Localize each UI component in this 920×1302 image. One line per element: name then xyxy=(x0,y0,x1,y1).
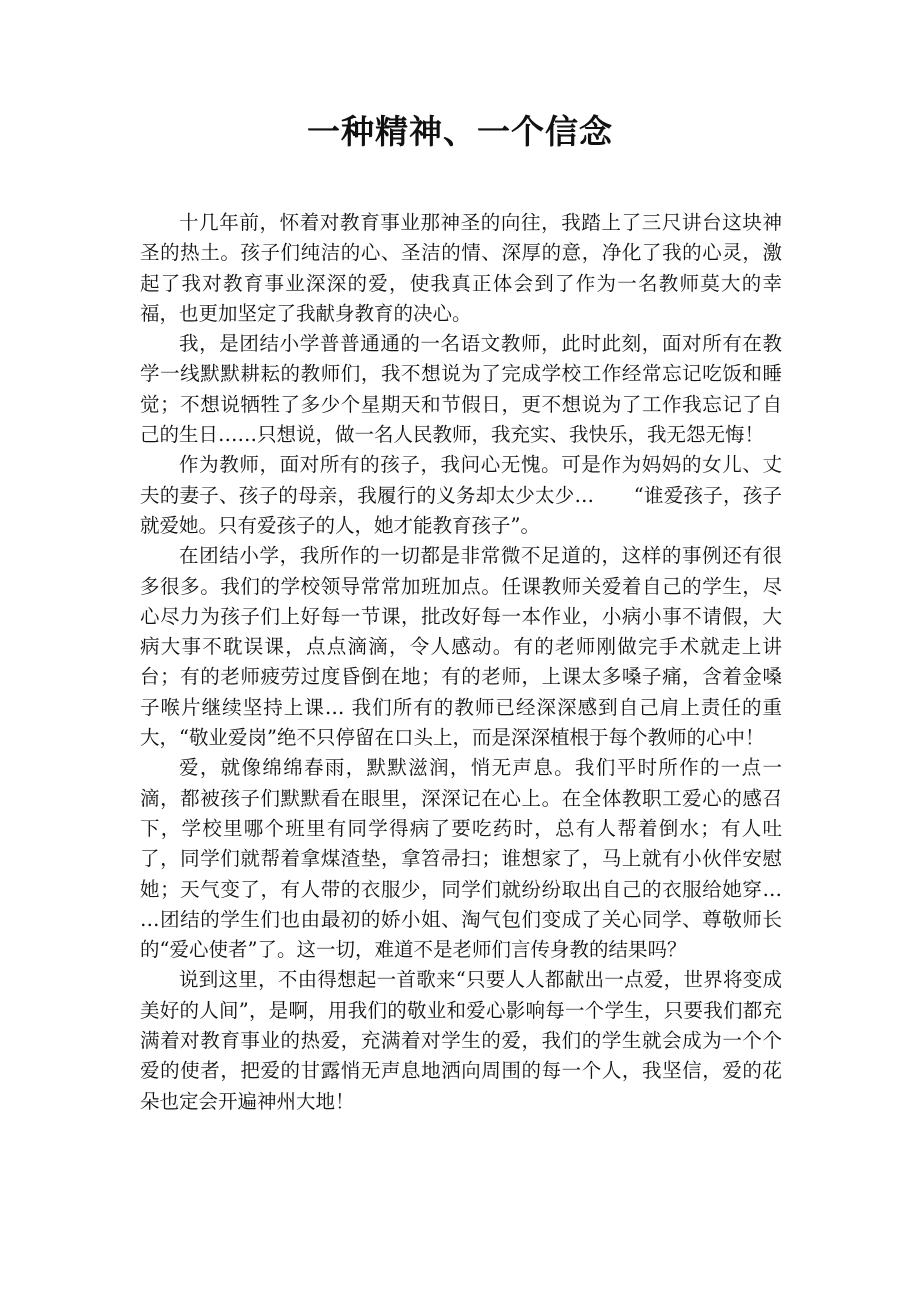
paragraph-5: 爱，就像绵绵春雨，默默滋润，悄无声息。我们平时所作的一点一滴，都被孩子们默默看在眼里，深深记在心上。在全体教职工爱心的感召下，学校里哪个班里有同学得病了要吃药时，总有人帮着倒水；有人吐了，同学们就帮着拿煤渣垫，拿笤帚扫；谁想家了，马上就有小伙伴安慰她；天气变了，有人带的衣服少，同学们就纷纷取出自己的衣服给她穿… …团结的学生们也由最初的娇小姐、淘气包们变成了关心同学、尊敬师长的“爱心使者”了。这一切，难道不是老师们言传身教的结果吗？ xyxy=(140,756,782,962)
document-body xyxy=(140,208,782,1117)
paragraph-6: 说到这里，不由得想起一首歌来“只要人人都献出一点爱，世界将变成美好的人间”，是啊，用我们的敬业和爱心影响每一个学生，只要我们都充满着对教育事业的热爱，充满着对学生的爱，我们的学生就会成为一个个爱的使者，把爱的甘露悄无声息地洒向周围的每一个人，我坚信，爱的花朵也定会开遍神州大地！ xyxy=(140,968,782,1113)
paragraph-2: 我，是团结小学普普通通的一名语文教师，此时此刻，面对所有在教学一线默默耕耘的教师们，我不想说为了完成学校工作经常忘记吃饭和睡觉；不想说牺牲了多少个星期天和节假日，更不想说为了工作我忘记了自己的生日……只想说，做一名人民教师，我充实、我快乐，我无怨无悔！ xyxy=(140,332,782,447)
paragraph-1: 十几年前，怀着对教育事业那神圣的向往，我踏上了三尺讲台这块神圣的热土。孩子们纯洁的心、圣洁的情、深厚的意，净化了我的心灵，激起了我对教育事业深深的爱，使我真正体会到了作为一名教师莫大的幸福，也更加坚定了我献身教育的决心。 xyxy=(140,211,782,325)
document-title: 一种精神、一个信念 xyxy=(307,112,613,151)
paragraph-4: 在团结小学，我所作的一切都是非常微不足道的，这样的事例还有很多很多。我们的学校领导常常加班加点。任课教师关爱着自己的学生，尽心尽力为孩子们上好每一节课，批改好每一本作业，小病小事不请假，大病大事不耽误课，点点滴滴，令人感动。有的老师刚做完手术就走上讲台；有的老师疲劳过度昏倒在地；有的老师，上课太多嗓子痛，含着金嗓子喉片继续坚持上课… 我们所有的教师已经深深感到自己肩上责任的重大，“敬业爱岗”绝不只停留在口头上，而是深深植根于每个教师的心中！ xyxy=(140,544,782,750)
paragraph-3: 作为教师，面对所有的孩子，我问心无愧。可是作为妈妈的女儿、丈夫的妻子、孩子的母亲，我履行的义务却太少太少… “谁爱孩子，孩子就爱她。只有爱孩子的人，她才能教育孩子”。 xyxy=(140,453,782,537)
